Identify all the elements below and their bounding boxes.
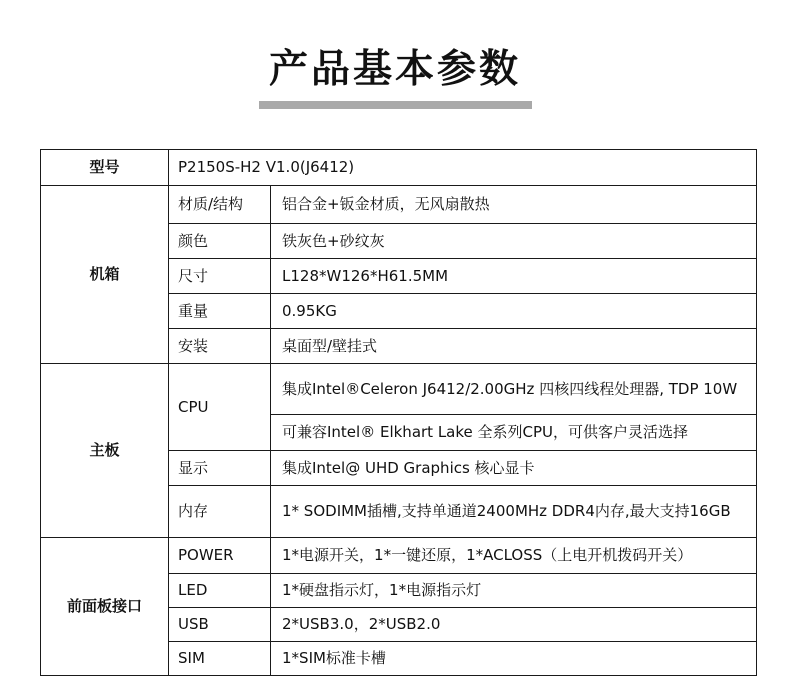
front-panel-category: 前面板接口 — [41, 538, 169, 676]
row-value: 铁灰色+砂纹灰 — [271, 224, 757, 259]
row-label: USB — [169, 608, 271, 642]
row-value: 1*硬盘指示灯，1*电源指示灯 — [271, 574, 757, 608]
row-label: 尺寸 — [169, 259, 271, 294]
row-label: 重量 — [169, 294, 271, 329]
table-row — [41, 538, 757, 574]
cpu-label: CPU — [169, 364, 271, 451]
row-value: 2*USB3.0，2*USB2.0 — [271, 608, 757, 642]
row-label: SIM — [169, 642, 271, 676]
table-row-model — [41, 150, 757, 186]
row-value: 1*SIM标准卡槽 — [271, 642, 757, 676]
table-row — [41, 186, 757, 224]
row-value: L128*W126*H61.5MM — [271, 259, 757, 294]
row-value: 铝合金+钣金材质，无风扇散热 — [271, 186, 757, 224]
cpu-compat-value: 可兼容Intel® Elkhart Lake 全系列CPU，可供客户灵活选择 — [271, 415, 757, 451]
row-label: 颜色 — [169, 224, 271, 259]
mainboard-category: 主板 — [41, 364, 169, 538]
chassis-category: 机箱 — [41, 186, 169, 364]
row-label: 安装 — [169, 329, 271, 364]
row-label: 显示 — [169, 451, 271, 486]
model-label: 型号 — [41, 150, 169, 186]
page-title: 产品基本参数 — [268, 47, 521, 92]
row-value: 1* SODIMM插槽,支持单通道2400MHz DDR4内存,最大支持16GB — [271, 486, 757, 538]
spec-table — [40, 149, 757, 676]
table-row — [41, 364, 757, 415]
row-value: 集成Intel@ UHD Graphics 核心显卡 — [271, 451, 757, 486]
row-label: 内存 — [169, 486, 271, 538]
row-label: POWER — [169, 538, 271, 574]
row-label: 材质/结构 — [169, 186, 271, 224]
row-value: 桌面型/壁挂式 — [271, 329, 757, 364]
model-value: P2150S-H2 V1.0(J6412) — [169, 150, 757, 186]
row-value: 0.95KG — [271, 294, 757, 329]
row-value: 1*电源开关，1*一键还原，1*ACLOSS（上电开机拨码开关） — [271, 538, 757, 574]
cpu-value: 集成Intel®Celeron J6412/2.00GHz 四核四线程处理器, TDP 10W — [271, 364, 757, 415]
row-label: LED — [169, 574, 271, 608]
title-underline — [259, 101, 532, 109]
